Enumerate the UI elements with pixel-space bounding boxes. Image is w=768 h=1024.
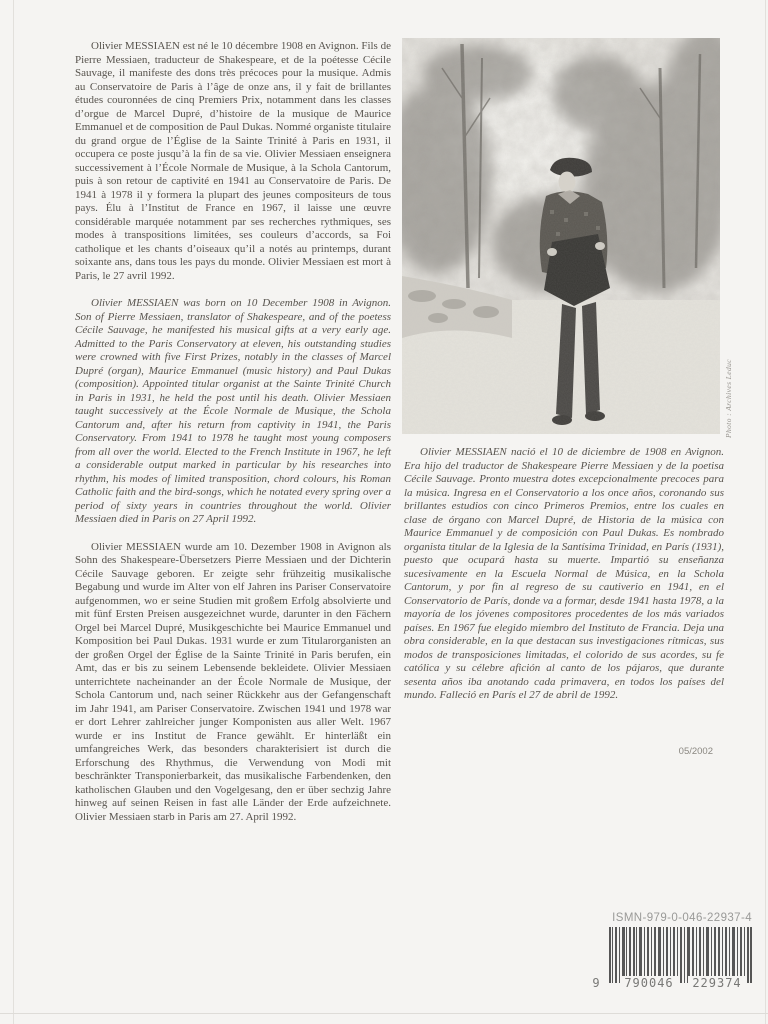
bio-spanish: Olivier MESSIAEN nació el 10 de diciembre de 1908 en Avignon. Era hijo del traductor de Shakespeare Pierre Messiaen y de la poetisa Cécile Sauvage. Pronto muestra dotes excepcionalmente precoces para la música. Ingresa en el Conservatorio a los once años, coronando sus brillantes estudios con cinco Primeros Premios, entre los cuales en clase de órgano con Marcel Dupré, de Historia de la música con Maurice Emmanuel y de composición con Paul Dukas. Es nombrado organista titular de la Iglesia de la Santísima Trinidad, en París (1931), puesto que ocupará hasta su muerte. Impartió su enseñanza sucesivamente en la Escuela Normal de Música, en la Schola Cantorum, y por fin al regreso de su cautiverio en 1941, en el Conservatorio de París, donde va a formar, desde 1941 hasta 1978, a la mayoría de los jóvenes compositores procedentes de los más variados países. En 1967 fue elegido miembro del Instituto de Francia. Deja una obra considerable, en la que destacan sus investigaciones rítmicas, sus modos de transposiciones limitadas, el colorido de sus acordes, su fe católica y su célebre afición al canto de los pájaros, que durante sesenta años iba anotando cada primavera, en todos los países del mundo. Falleció en París el 27 de abril de 1992. <box>404 446 724 701</box>
barcode-digit-group-1: 9 <box>592 976 600 990</box>
scan-edge-right <box>765 0 766 1024</box>
messiaen-photo <box>402 38 720 434</box>
photo-illustration <box>402 38 720 434</box>
bio-german: Olivier MESSIAEN wurde am 10. Dezember 1908 in Avignon als Sohn des Shakespeare-Übersetzers Pierre Messiaen und der Dichterin Cécile Sauvage geboren. Er zeigte sehr frühzeitig musikalische Begabung und wurde im Alter von elf Jahren ins Pariser Conservatoire aufgenommen, wo er seine Studien mit großem Erfolg absolvierte und mit fünf Ersten Preisen ausgezeichnet wurde, darunter in den Fächern Orgel bei Marcel Dupré, Musikgeschichte bei Maurice Emmanuel und Komposition bei Paul Dukas. 1931 wurde er zum Titularorganisten an der großen Orgel der Église de la Sainte Trinité in Paris berufen, ein Amt, das er bis zu seinem Lebensende bekleidete. Olivier Messiaen unterrichtete nacheinander an der École Normale de Musique, der Schola Cantorum und, nach seiner Rückkehr aus der Gefangenschaft im Jahr 1941, am Pariser Conservatoire. Zwischen 1941 und 1978 war er dort Lehrer zahlreicher junger Komponisten aus aller Welt. 1967 wurde er ins Institut de France gewählt. Er hinterläßt ein umfangreiches Werk, das besonders charakterisiert ist durch die Erforschung des Rhythmus, die Verwendung von Modi mit beschränkter Transponierbarkeit, das musikalische Farbendenken, den katholischen Glauben und den Vogelgesang, den er über sechzig Jahre hinweg auf seinen Reisen in fast alle Länder der Erde aufzeichnete. Olivier Messiaen starb in Paris am 27. April 1992. <box>75 540 391 823</box>
left-text-column <box>75 40 391 838</box>
barcode-bars <box>609 927 754 983</box>
barcode-digit-group-2: 790046 <box>620 976 678 991</box>
photo-grain <box>402 38 720 434</box>
photo-credit: Photo : Archives Leduc <box>724 359 733 438</box>
scan-edge-left <box>13 0 14 1024</box>
ismn-block <box>506 912 756 991</box>
ismn-label: ISMN-979-0-046-22937-4 <box>612 912 752 924</box>
edition-date: 05/2002 <box>678 746 713 757</box>
ean-barcode <box>584 927 756 991</box>
right-text-column <box>404 446 724 717</box>
bio-french: Olivier MESSIAEN est né le 10 décembre 1908 en Avignon. Fils de Pierre Messiaen, traducteur de Shakespeare, et de la poétesse Cécile Sauvage, il manifeste des dons très précoces pour la musique. Admis au Conservatoire de Paris à l’âge de onze ans, il y fait de brillantes études couronnées de cinq Premiers Prix, notamment dans les classes d’orgue de Marcel Dupré, d’histoire de la musique de Maurice Emmanuel et de composition de Paul Dukas. Nommé organiste titulaire du grand orgue de l’Église de la Sainte Trinité à Paris en 1931, il occupera ce poste jusqu’à la fin de sa vie. Olivier Messiaen enseignera successivement à l’École Normale de Musique, à la Schola Cantorum, puis à son retour de captivité en 1941 au Conservatoire de Paris. De 1941 à 1978 il y formera la plupart des jeunes compositeurs de tous pays. Élu à l’Institut de France en 1967, il laisse une œuvre considérable marquée notamment par ses recherches rythmiques, ses modes à transpositions limitées, ses couleurs d’accords, sa Foi catholique et les chants d’oiseaux qu’il a notés au printemps, durant soixante ans, dans tous les pays du monde. Olivier Messiaen est mort à Paris, le 27 avril 1992. <box>75 40 391 282</box>
scan-edge-bottom <box>0 1013 768 1014</box>
bio-english: Olivier MESSIAEN was born on 10 December 1908 in Avignon. Son of Pierre Messiaen, translator of Shakespeare, and of the poetess Cécile Sauvage, he manifested his musical gifts at a very early age. Admitted to the Paris Conservatory at eleven, his outstanding studies were crowned with five First Prizes, notably in the classes of Marcel Dupré (organ), Maurice Emmanuel (music history) and Paul Dukas (composition). Appointed titular organist at the Sainte Trinité Church in Paris in 1931, he held the post until his death. Olivier Messiaen taught successively at the École Normale de Musique, the Schola Cantorum and, after his return from captivity in 1941, the Paris Conservatory. From 1941 to 1978 he taught most young composers from all over the world. Elected to the French Institute in 1967, he left a considerable output marked in particular by his researches into rhythm, his modes of limited transposition, chord colours, his Roman Catholic faith and the bird-songs, which he notated every spring over a period of sixty years in countries throughout the world. Olivier Messiaen died in Paris on 27 April 1992. <box>75 297 391 525</box>
barcode-digits <box>584 976 756 991</box>
barcode-digit-group-3: 229374 <box>688 976 746 991</box>
